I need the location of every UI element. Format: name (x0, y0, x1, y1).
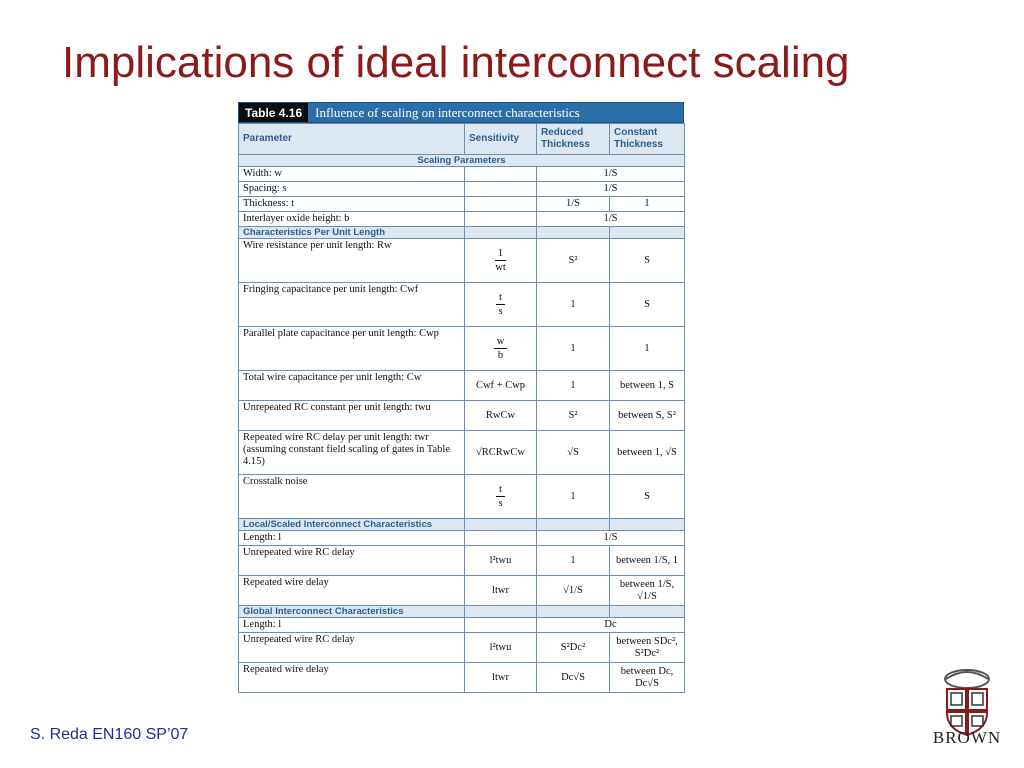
table-row (239, 371, 685, 401)
row-param: Unrepeated RC constant per unit length: twu (239, 401, 465, 431)
table-row (239, 212, 685, 227)
row-constant: between 1/S, 1 (610, 546, 685, 576)
row-constant: S (610, 239, 685, 283)
row-sensitivity: l²twu (465, 546, 537, 576)
row-reduced: 1/S (537, 197, 610, 212)
row-constant: between 1, √S (610, 431, 685, 475)
table-caption (238, 102, 684, 123)
table-row (239, 546, 685, 576)
row-param: Parallel plate capacitance per unit length: Cwp (239, 327, 465, 371)
row-constant: S (610, 283, 685, 327)
row-reduced: 1 (537, 371, 610, 401)
fraction: $\frac{1}{wt}$ (495, 248, 506, 273)
table-row (239, 576, 685, 606)
row-sensitivity: RwCw (465, 401, 537, 431)
table-row (239, 167, 685, 182)
row-constant: between 1, S (610, 371, 685, 401)
table-body (238, 123, 685, 693)
header-parameter: Parameter (239, 124, 465, 155)
fraction: $\frac{t}{s}$ (496, 483, 505, 510)
row-param: Fringing capacitance per unit length: Cwf (239, 283, 465, 327)
fraction: $\frac{t}{s}$ (496, 291, 505, 318)
table-number: Table 4.16 (239, 103, 308, 122)
row-param: Crosstalk noise (239, 475, 465, 519)
row-value: 1/S (537, 212, 685, 227)
row-value: 1/S (537, 531, 685, 546)
table-row (239, 401, 685, 431)
section-per-length: Characteristics Per Unit Length (239, 227, 465, 239)
header-constant-thickness: Constant Thickness (610, 124, 685, 155)
row-value: Dc (537, 618, 685, 633)
table-row (239, 531, 685, 546)
slide-title: Implications of ideal interconnect scaling (62, 38, 850, 87)
row-param: Total wire capacitance per unit length: Cw (239, 371, 465, 401)
table-row (239, 663, 685, 693)
section-global: Global Interconnect Characteristics (239, 606, 465, 618)
row-param: Spacing: s (239, 182, 465, 197)
row-constant: 1 (610, 327, 685, 371)
row-param: Repeated wire delay (239, 663, 465, 693)
header-reduced-thickness: Reduced Thickness (537, 124, 610, 155)
table-row (239, 283, 685, 327)
row-reduced: 1 (537, 327, 610, 371)
row-param: Repeated wire delay (239, 576, 465, 606)
table-row (239, 197, 685, 212)
row-reduced: 1 (537, 546, 610, 576)
table-row (239, 327, 685, 371)
row-reduced: S²Dc² (537, 633, 610, 663)
row-reduced: 1 (537, 475, 610, 519)
row-sensitivity: ltwr (465, 663, 537, 693)
section-local: Local/Scaled Interconnect Characteristics (239, 519, 465, 531)
row-constant: between S, S² (610, 401, 685, 431)
table-row (239, 633, 685, 663)
row-sensitivity: Cwf + Cwp (465, 371, 537, 401)
table-row (239, 618, 685, 633)
row-param: Wire resistance per unit length: Rw (239, 239, 465, 283)
table-row (239, 182, 685, 197)
row-param: Length: l (239, 618, 465, 633)
row-param: Unrepeated wire RC delay (239, 546, 465, 576)
row-value: 1/S (537, 167, 685, 182)
table-row (239, 431, 685, 475)
header-sensitivity: Sensitivity (465, 124, 537, 155)
footer-credit: S. Reda EN160 SP’07 (30, 726, 189, 743)
brown-logo-text: BROWN (932, 728, 1002, 747)
row-param: Unrepeated wire RC delay (239, 633, 465, 663)
row-param: Interlayer oxide height: b (239, 212, 465, 227)
row-reduced: 1 (537, 283, 610, 327)
row-reduced: Dc√S (537, 663, 610, 693)
row-constant: between SDc², S²Dc² (610, 633, 685, 663)
table-row (239, 239, 685, 283)
scaling-table (238, 102, 684, 693)
row-constant: between Dc, Dc√S (610, 663, 685, 693)
row-sensitivity: √RCRwCw (465, 431, 537, 475)
row-param: Repeated wire RC delay per unit length: twr (assuming constant field scaling of gates in Table 4.15) (239, 431, 465, 475)
row-reduced: S² (537, 239, 610, 283)
row-param: Width: w (239, 167, 465, 182)
fraction: $\frac{w}{b}$ (494, 335, 508, 362)
row-value: 1/S (537, 182, 685, 197)
row-reduced: S² (537, 401, 610, 431)
row-param: Length: l (239, 531, 465, 546)
row-sensitivity: l²twu (465, 633, 537, 663)
table-row (239, 475, 685, 519)
row-reduced: √1/S (537, 576, 610, 606)
row-constant: between 1/S, √1/S (610, 576, 685, 606)
row-param: Thickness: t (239, 197, 465, 212)
row-constant: S (610, 475, 685, 519)
table-caption-title: Influence of scaling on interconnect characteristics (315, 104, 580, 120)
section-scaling: Scaling Parameters (239, 155, 685, 167)
row-reduced: √S (537, 431, 610, 475)
row-sensitivity: ltwr (465, 576, 537, 606)
row-constant: 1 (610, 197, 685, 212)
